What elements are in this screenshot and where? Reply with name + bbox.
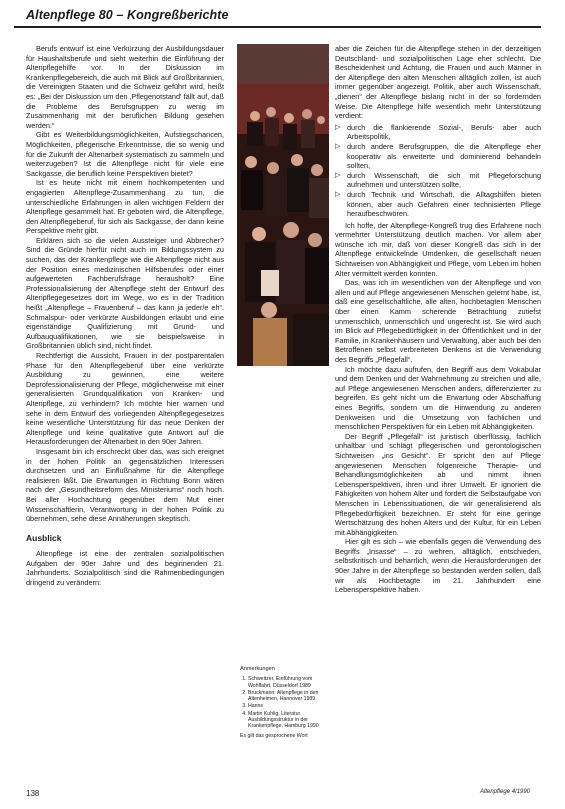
right-paragraph: Das, was ich im wesentlichen von der Altenpflege und von allen und auf Pflege angewiesenen Menschen gelernt habe, ist, daß eine gesellschaftliche, alle alten, hochbetagten Menschen über einen Kamm scherende Betrachtung zutiefst unmenschlich, unmenschlich und ungerecht ist. Sie wird auch im Blick auf Pflegebedürftigkeit in der Öffentlichkeit und in der Familie, in Krankenhäusern und Verwaltung, aber auch bei den Betroffenen selbst verbreiteten Denkens ist die Verwendung des Begriffs „Pflegefall“.: [335, 278, 541, 364]
journal-citation: Altenpflege 4/1990: [480, 789, 531, 795]
page-title: Altenpflege 80 – Kongreßberichte: [26, 8, 229, 22]
bullet-list: [335, 123, 541, 219]
photo-illustration: [237, 44, 329, 366]
footnote-item: 4. Martin Kuhlig, Literatur Ausbildungsstruktur in der Krankenpflege, Hamburg 1990: [248, 711, 330, 730]
bullet-item: ▷ durch andere Berufsgruppen, die die Altenpflege eher kooperativ als erweiterte und dominierend behandeln sollten,: [335, 142, 541, 171]
section-heading: Ausblick: [26, 532, 62, 543]
footnote-item: 3. Hanns: [248, 703, 330, 709]
right-paragraph: Ich hoffe, der Altenpflege-Kongreß trug dies Erfahrene noch vermehrter Unterstützung deutlich machen. Vor allem aber wünsche ich mir, daß von dieser Kongreß das sich in der Altenpflege entwickelnde Umdenken, die gesellschaft neuen Sichtweisen von Abhängigkeit und Pflege, vom Leben im hohen Alter vermittelt werden konnten.: [335, 220, 541, 278]
footnotes-title: Anmerkungen: [240, 666, 275, 672]
right-column: [335, 44, 541, 774]
right-paragraph: Hier gilt es sich – wie ebenfalls gegen die Verwendung des Begriffs „Insasse“ – zu wehren, alltäglich, entschieden, selbstkritisch und beharrlich, wenn die Herausforderungen der 90er Jahre in der Altenpflege so bestanden werden sollen, daß wir als Hochbetagte im 21. Jahrhundert eine Lebensperspektive haben.: [335, 537, 541, 595]
footnotes-footer: Es gilt das gesprochene Wort: [240, 732, 308, 739]
left-paragraph: Rechtfertigt die Aussicht, Frauen in der postparentalen Phase für den Altenpflegeberuf über eine verkürzte Ausbildung zu gewinnen, eine weitere Deprofessionalisierung der Pflege, möglicherweise mit einer generalisierten Grundqualifikation von Kranken- und Altenpflege, zu verhindern? Ich möchte hier warnen und sehe in dem Entwurf des vorliegenden Altenpflegegesetzes keine wesentliche Unterstützung für das neue Denken der Altenpflege und keine qualitative gute Antwort auf die Herausforderungen der Altenarbeit in den 90er Jahren.: [26, 351, 224, 447]
left-column: [26, 44, 224, 774]
footnotes-list: [240, 676, 330, 729]
page-number: 138: [26, 789, 40, 798]
left-paragraph: Insgesamt bin ich erschreckt über das, was sich ereignet in der hohen Politik an gegensätzlichen Interessen durchsetzen und an Einflußnahme für die Altenpflege realisieren läßt. Die Erwartungen in Richtung Bonn wären nach der „Gesundheitsreform des Ministeriums“ noch hoch. Bei aller Hochachtung gegenüber dem Mut einer Wissenschaftlerin, Verantwortung in der hohen Politik zu übernehmen, sehe diese Annäherungen skeptisch.: [26, 446, 224, 524]
footnotes: [240, 666, 330, 739]
right-paragraph: Ich möchte dazu aufrufen, den Begriff aus dem Vokabular und dem Denken und der Wahrnehmung zu streichen und alle, auf Pflege angewiesenen Menschen anders, differenzierter zu begreifen. Es geht nicht um die Erwartung oder Abschaffung eines Begriffs, sondern um die Hinwendung zu anderen Denkweisen und die Umsetzung von fachlichen und menschlichen Perspektiven für ein Leben mit Abhängigkeiten.: [335, 364, 541, 432]
footnote-item: 2. Bruckmann: Altenpflege in den Altenheimen, Hannover 1989: [248, 690, 330, 703]
left-paragraph: Erklären sich so die vielen Aussteiger und Abbrecher? Sind die Gründe hierfür nicht auch im Bildungssystem zu suchen, das der Krankenpflege wie die Altenpflege nicht aus der Position eines medizinischen Hilfsberufes oder einer aufgewerteten Fachberufsfrage herausholt? Eine Professionalisierung der Altenpflege steht der Entwurf des Altenpflegegesetzes dort im Wege, wo es in der Tradition heißt „Altenpflege – Frauenberuf – das kann ja jeder/e eh“. Schmalspur- oder verkürzte Ausbildungen erlaubt und eine eigenständige Qualifizierung mit Grund- und Aufbauqualifikationen, wie sie beispielsweise in Großbritannien üblich sind, nicht findet.: [26, 235, 224, 351]
left-paragraph: Berufs entwurf ist eine Verkürzung der Ausbildungsdauer für Haushaltsberufe und sieht weiterhin die Einführung der Altenpflegehilfe vor. In der Diskussion im Krankenpflegebereich, die auch mit Blick auf Großbritannien, die Vereinigten Staaten und die Schweiz geführt wird, heißt es: „Bei der Diskussion um den ‚Pflegenotstand' fällt auf, daß die Probleme des Berufsgruppen zu wenig im Zusammenhang mit der beruflichen Bildung gesehen werden.“: [26, 44, 224, 130]
right-paragraph: Der Begriff „Pflegefall“ ist juristisch überflüssig, fachlich unhaltbar und schlägt pflegerischen und gerontologischen Sichtweisen „ins Gesicht“. Er spricht den auf Pflege angewiesenen Menschen folgenreiche Therapie- und Behandlungsmöglichkeiten ab und nimmt ihnen Lebensperspektiven, ihren und ihrer Umwelt. Er ignoriert die Fähigkeiten von hohem Alter und fordert die Selbstaufgabe von Menschen in Lebenssituationen, die wir generalisierend als Pflegebedürftigkeit bezeichnen. Er steht für eine geringe Wertschätzung des hohen Alters und der Kultur, für ein Leben mit Abhängigkeiten.: [335, 431, 541, 537]
event-photo: [237, 44, 329, 366]
bullet-item: ▷ durch Technik und Wirtschaft, die Alltagshilfen bieten können, aber auch Gefahren einer technisierten Pflege heraufbeschwören.: [335, 190, 541, 219]
left-closing-paragraph: Altenpflege ist eine der zentralen sozialpolitischen Aufgaben der 90er Jahre und des beginnenden 21. Jahrhunderts. Sozialpolitisch sind die Rahmenbedingungen dringend zu verändern:: [26, 549, 224, 588]
bullet-item: ▷ durch Wissenschaft, die sich mit Pflegeforschung aufnehmen und unterstützen sollte,: [335, 171, 541, 190]
right-intro: aber die Zeichen für die Altenpflege stehen in der derzeitigen Deutschland- und sozialpolitischen Lage eher schlecht. Die Bescheidenheit und Achtung, die Frauen und auch Männer in der Altenpflege den alten Menschen alltäglich zollen, ist auch immer gegenüber angezeigt. Politik, aber auch Wissenschaft, „dienen“ der Altenpflege bislang nicht in der so fordernden Weise. Die Altenpflege hilfe wesentlich mehr Unterstützung verdient:: [335, 44, 541, 121]
bullet-item: ▷ durch die flankierende Sozial-, Berufs- aber auch Arbeitspolitik,: [335, 123, 541, 142]
left-paragraph: Ist es heute nicht mit einem hochkompetenten und engagierten Altenpflege-Zusammenhang zu tun, die unterschiedliche Erfahrungen in allen wichtigen Feldern der Altenpflege gesammelt hat. Er geboten wird, die Altenpflege, den Altenpflegeberuf, für sich als Sackgasse, der dann keine Perspektive mehr gibt.: [26, 178, 224, 236]
footnote-item: 1. Schweitzer, Einführung vom Wohlfahrt, Düsseldorf 1989: [248, 676, 330, 689]
left-paragraph: Gibt es Weiterbildungsmöglichkeiten, Aufstiegschancen, Möglichkeiten, pflegerische Erkenntnisse, die so wenig und für die Zukunft der Altenarbeit systematisch zu sammeln und weiterzugeben? Ist die Altenpflege nicht für viele eine Sackgasse, die beruflich keine Perspektiven bietet?: [26, 130, 224, 178]
